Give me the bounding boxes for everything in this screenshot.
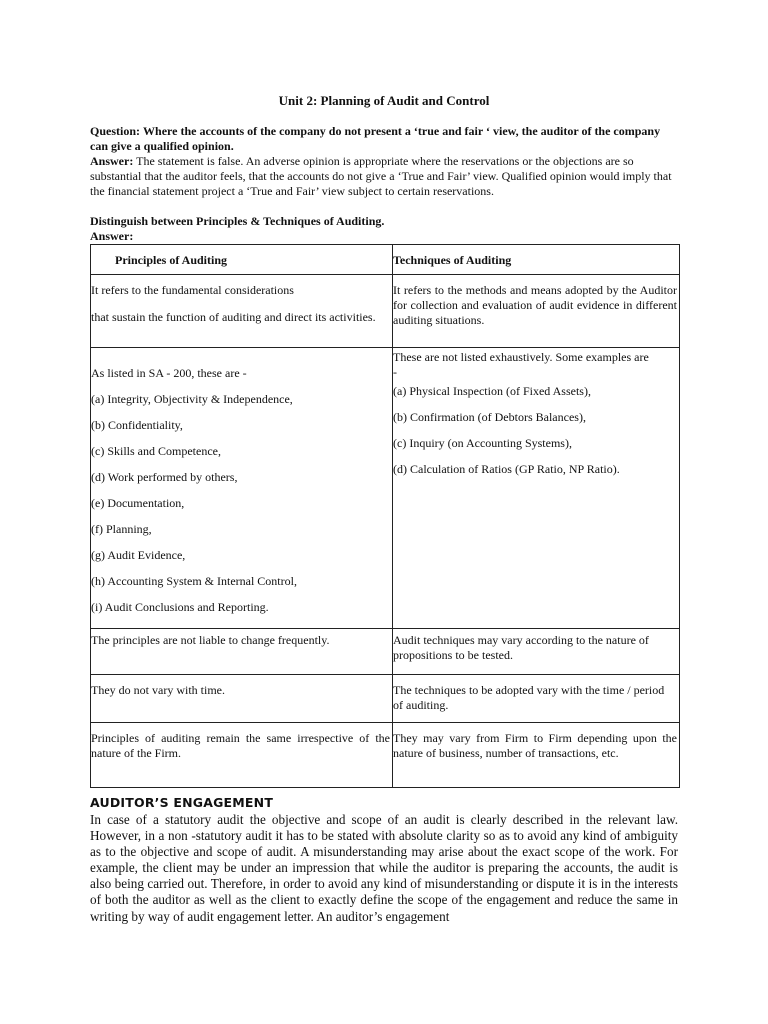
principle-item: (f) Planning,: [91, 522, 152, 536]
principle-item: (e) Documentation,: [91, 496, 185, 510]
table-row: [91, 629, 680, 675]
technique-item: (b) Confirmation (of Debtors Balances),: [393, 410, 586, 424]
row3-right: Audit techniques may vary according to the nature of propositions to be tested.: [393, 633, 649, 662]
section-heading-auditors-engagement: AUDITOR’S ENGAGEMENT: [90, 795, 274, 810]
header-principles: Principles of Auditing: [115, 253, 228, 267]
principle-item: (c) Skills and Competence,: [91, 444, 221, 458]
technique-item: (a) Physical Inspection (of Fixed Assets),: [393, 384, 591, 398]
table-row: [91, 348, 680, 629]
row3-left: The principles are not liable to change frequently.: [91, 633, 330, 647]
distinguish-answer-label: Answer:: [90, 229, 134, 243]
principle-item: (d) Work performed by others,: [91, 470, 238, 484]
principle-item: (b) Confidentiality,: [91, 418, 183, 432]
technique-item: (c) Inquiry (on Accounting Systems),: [393, 436, 572, 450]
distinguish-heading: Distinguish between Principles & Techniques of Auditing.: [90, 214, 385, 228]
principle-item: (a) Integrity, Objectivity & Independence,: [91, 392, 293, 406]
principle-item: (g) Audit Evidence,: [91, 548, 186, 562]
principle-item: (h) Accounting System & Internal Control,: [91, 574, 297, 588]
table-header-row: [91, 245, 680, 275]
technique-item: (d) Calculation of Ratios (GP Ratio, NP Ratio).: [393, 462, 620, 476]
row1-left-a: It refers to the fundamental considerations: [91, 283, 294, 297]
principle-item: (i) Audit Conclusions and Reporting.: [91, 600, 269, 614]
row4-left: They do not vary with time.: [91, 683, 225, 697]
table-row: [91, 275, 680, 348]
question-text: Where the accounts of the company do not present a ‘true and fair ‘ view, the auditor of the company can give a qualified opinion.: [90, 124, 661, 153]
row4-right: The techniques to be adopted vary with the time / period of auditing.: [393, 683, 665, 712]
row1-left-b: that sustain the function of auditing and direct its activities.: [91, 310, 376, 324]
page-title: Unit 2: Planning of Audit and Control: [278, 93, 490, 108]
header-techniques: Techniques of Auditing: [393, 253, 512, 267]
question-label: Question:: [90, 124, 141, 138]
question-paragraph: [90, 124, 680, 154]
row5-left: Principles of auditing remain the same irrespective of the nature of the Firm.: [91, 731, 390, 760]
row2-right-intro: These are not listed exhaustively. Some examples are: [393, 350, 649, 364]
row1-right: It refers to the methods and means adopted by the Auditor for collection and evaluation of audit evidence in different auditing situations.: [393, 283, 677, 327]
table-row: [91, 723, 680, 788]
answer-label: Answer:: [90, 154, 134, 168]
answer-paragraph: [90, 154, 680, 199]
distinguish-block: [90, 214, 680, 244]
engagement-paragraph: In case of a statutory audit the objective and scope of an audit is clearly described in the relevant law. However, in a non -statutory audit it has to be stated with absolute clarity so as to avoid any kind of ambiguity as to the objective and scope of audit. A misunderstanding may arise about the exact scope of the work. For example, the client may be under an impression that while the auditor is preparing the accounts, the audit is also being carried out. Therefore, in order to avoid any kind of misunderstanding or dispute it is in the interests of both the auditor as well as the client to exactly define the scope of the engagement and reduce the same in writing by way of audit engagement letter. An auditor’s engagement: [90, 812, 678, 924]
row2-left-intro: As listed in SA - 200, these are -: [91, 366, 247, 380]
table-row: [91, 675, 680, 723]
row2-right-dash: -: [393, 365, 397, 379]
answer-text: The statement is false. An adverse opinion is appropriate where the reservations or the objections are so substantial that the auditor feels, that the accounts do not give a ‘True and Fair’ view. Qualified opinion would imply that the financial statement project a ‘True and Fair’ view subject to certain reservations.: [90, 154, 672, 198]
row5-right: They may vary from Firm to Firm depending upon the nature of business, number of transactions, etc.: [393, 731, 677, 760]
comparison-table: [90, 244, 680, 788]
